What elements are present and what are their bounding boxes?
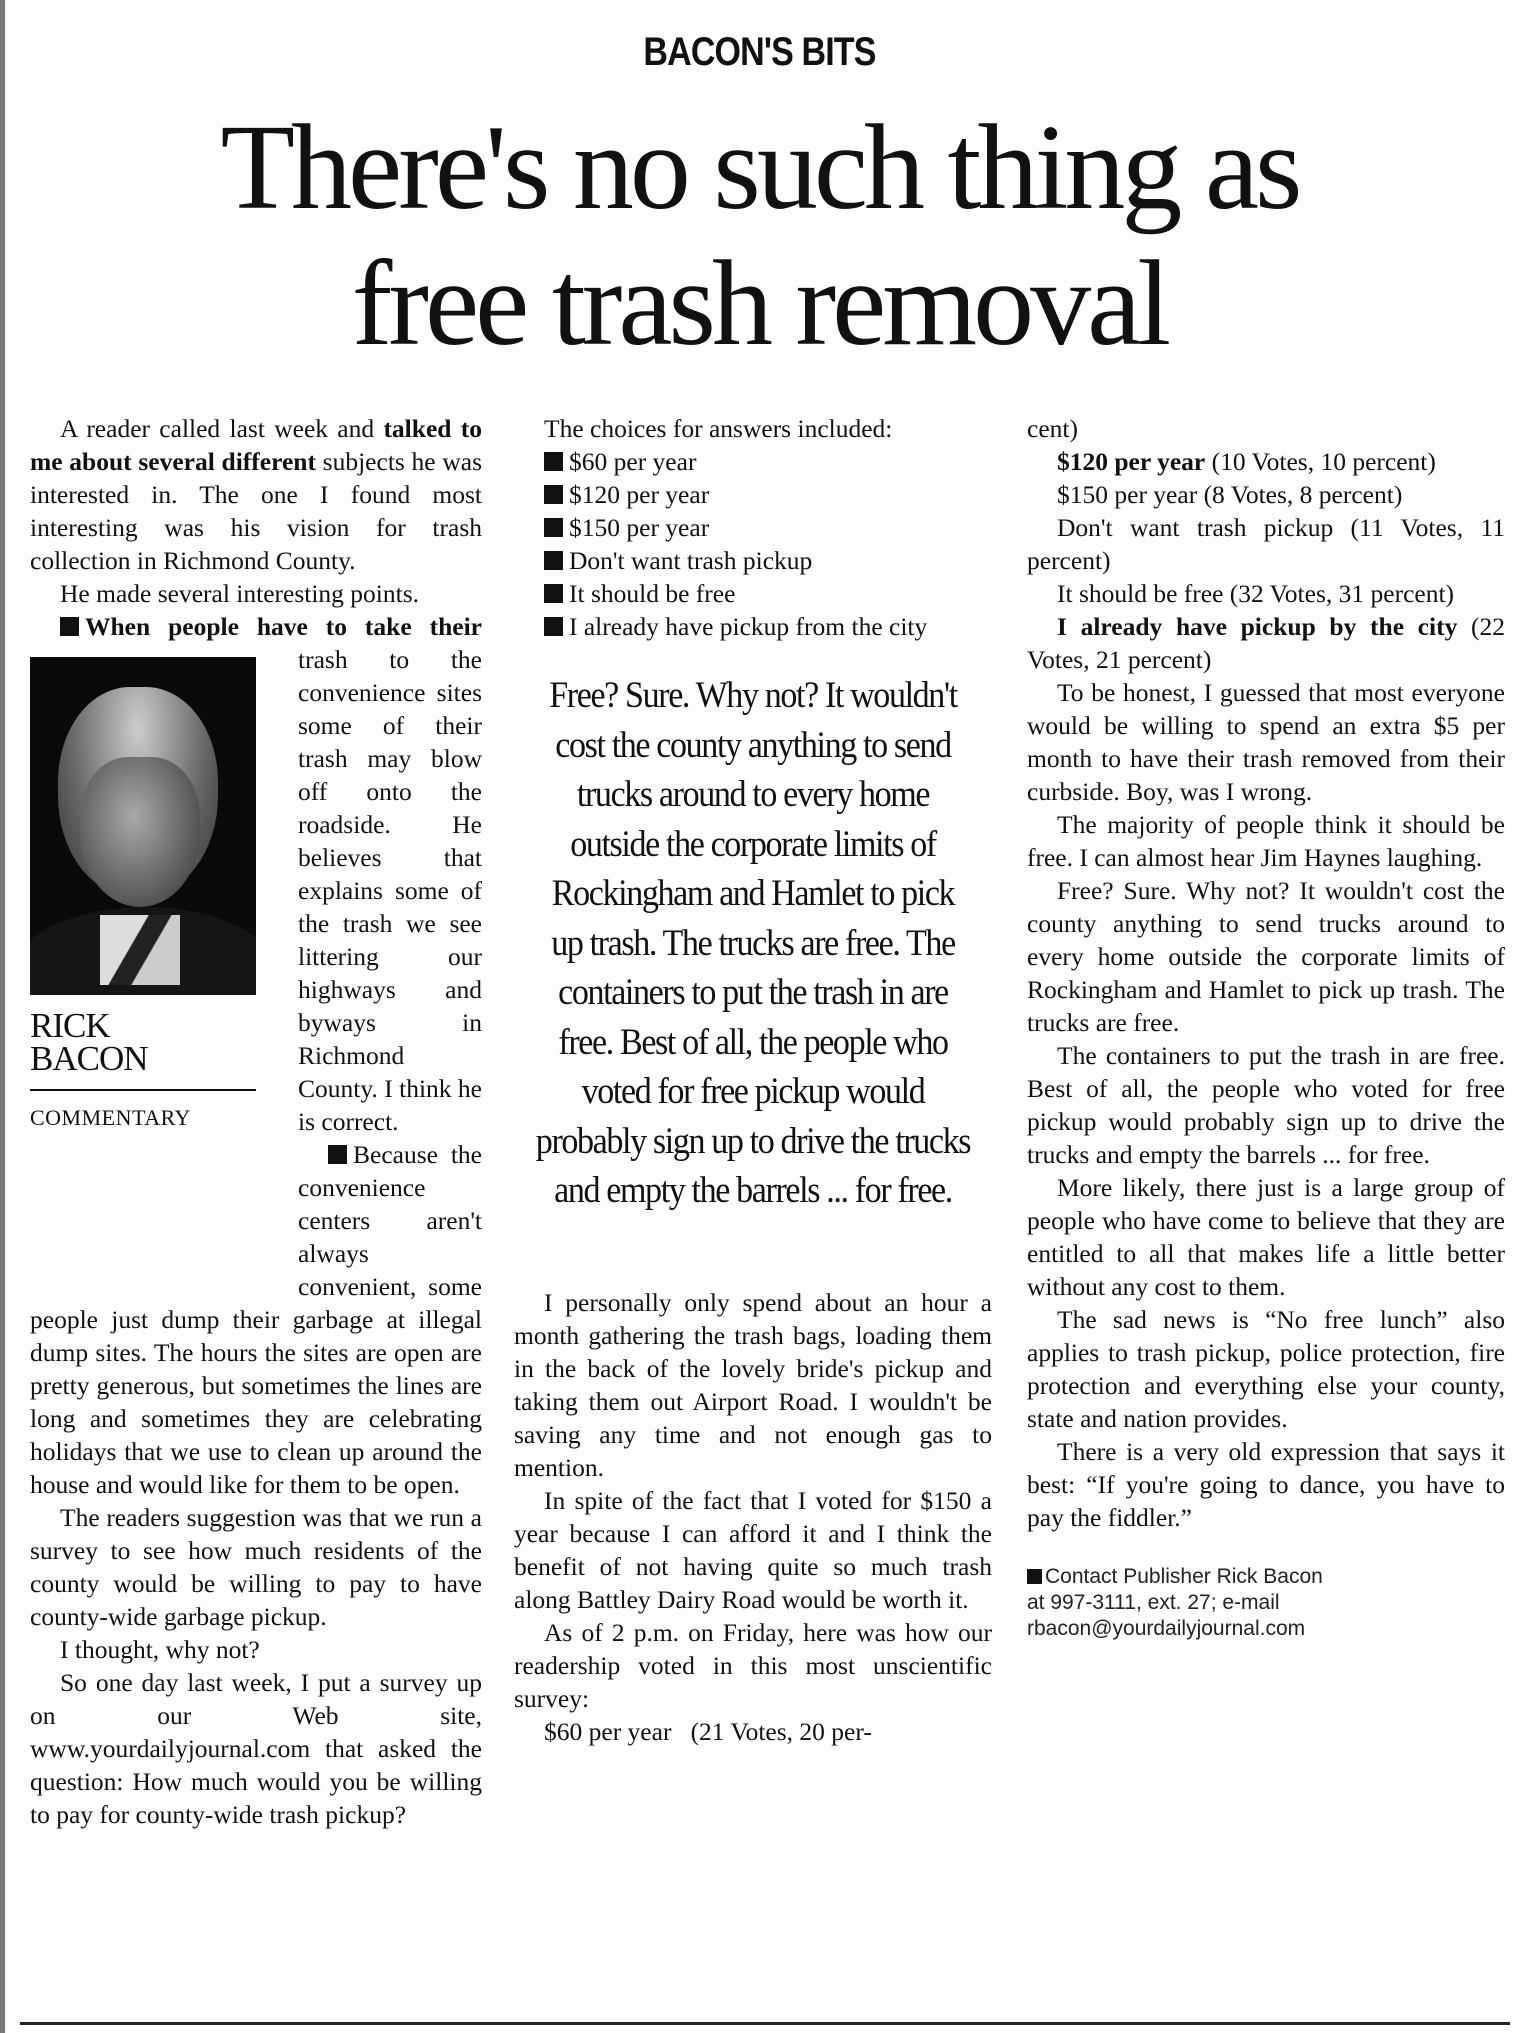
paragraph: The majority of people think it should be free. I can almost hear Jim Haynes laughing. bbox=[1027, 810, 1505, 872]
bold-text: talked to me about several different bbox=[30, 414, 482, 476]
bottom-rule bbox=[20, 2022, 1510, 2025]
bullet-square-icon bbox=[1027, 1569, 1042, 1584]
author-name: RICK BACON bbox=[30, 1006, 148, 1078]
headline-line-2: free trash removal bbox=[351, 236, 1168, 371]
column-1 bbox=[30, 412, 482, 1831]
paragraph: To be honest, I guessed that most everyone would be willing to spend an extra $5 per month to have their trash removed from their curbside. Boy, was I wrong. bbox=[1027, 678, 1505, 806]
survey-result: It should be free (32 Votes, 31 percent) bbox=[1057, 579, 1455, 608]
list-item: $120 per year bbox=[544, 478, 992, 511]
column-2 bbox=[514, 412, 992, 1748]
list-item: Don't want trash pickup bbox=[544, 544, 992, 577]
bullet-square-icon bbox=[544, 551, 563, 570]
paragraph: trash to the convenience sites some of their trash may blow off onto the roadside. He believes that explains some of the trash we see littering our highways and byways in Richmond County. I think he is correct. bbox=[298, 645, 482, 1136]
paragraph: He made several interesting points. bbox=[60, 579, 420, 608]
contact-info: Contact Publisher Rick Bacon at 997-3111, ext. 27; e-mail rbacon@yourdailyjournal.com bbox=[1027, 1565, 1323, 1640]
paragraph: More likely, there just is a large group of people who have come to believe that they are entitled to all that makes life a little better without any cost to them. bbox=[1027, 1173, 1505, 1301]
pull-quote: Free? Sure. Why not? It wouldn't cost the county anything to send trucks around to every home outside the corporate limits of Rockingham and Hamlet to pick up trash. The trucks are free. The containers to put the trash in are free. Best of all, the people who voted for free pickup would probably sign up to drive the trucks and empty the barrels ... for free. bbox=[535, 675, 971, 1211]
survey-choices bbox=[514, 445, 992, 643]
paragraph: I thought, why not? bbox=[60, 1635, 260, 1664]
bullet-square-icon bbox=[544, 617, 563, 636]
survey-result: I already have pickup by the city (22 Votes, 21 percent) bbox=[1027, 612, 1505, 674]
section-label: COMMENTARY bbox=[30, 1105, 191, 1130]
list-item: It should be free bbox=[544, 577, 992, 610]
text: Because the convenience centers aren't always convenient, some people just dump their garbage at illegal dump sites. The hours the sites are open are pretty generous, but sometimes the lines are long and sometimes they are celebrating holidays that we use to clean up around the house and would like for them to be open. bbox=[30, 1140, 482, 1499]
survey-result: cent) bbox=[1027, 414, 1078, 443]
list-item: $150 per year bbox=[544, 511, 992, 544]
headline bbox=[0, 100, 1519, 372]
column-kicker: BACON'S BITS bbox=[643, 30, 876, 74]
divider bbox=[30, 1089, 256, 1091]
paragraph: I personally only spend about an hour a month gathering the trash bags, loading them in the back of the lovely bride's pickup and taking them out Airport Road. I wouldn't be saving any time and not enough gas to mention. bbox=[514, 1287, 992, 1482]
author-mugshot-block bbox=[30, 657, 278, 1277]
text: subjects he was interested in. The one I found most interesting was his vision for trash collection in Richmond County. bbox=[30, 447, 482, 575]
author-photo bbox=[30, 657, 256, 995]
paragraph: Free? Sure. Why not? It wouldn't cost the county anything to send trucks around to every home outside the corporate limits of Rockingham and Hamlet to pick up trash. The trucks are free. bbox=[1027, 876, 1505, 1037]
paragraph: As of 2 p.m. on Friday, here was how our readership voted in this most unscientific survey: bbox=[514, 1617, 992, 1713]
column-3 bbox=[1027, 412, 1505, 1642]
bullet-square-icon bbox=[328, 1145, 347, 1164]
email-address: rbacon@yourdailyjournal.com bbox=[1027, 1617, 1306, 1640]
paragraph: The choices for answers included: bbox=[544, 414, 893, 443]
text: A reader called last week and bbox=[60, 414, 384, 443]
paragraph bbox=[30, 412, 482, 577]
survey-result: $120 per year (10 Votes, 10 percent) bbox=[1057, 447, 1436, 476]
list-item: $60 per year bbox=[544, 445, 992, 478]
bullet-square-icon bbox=[544, 518, 563, 537]
bullet-square-icon bbox=[544, 485, 563, 504]
paragraph: In spite of the fact that I voted for $150 a year because I can afford it and I think the benefit of not having quite so much trash along Battley Dairy Road would be worth it. bbox=[514, 1485, 992, 1614]
paragraph: The containers to put the trash in are free. Best of all, the people who voted for free pickup would probably sign up to drive the trucks and empty the barrels ... for free. bbox=[1027, 1041, 1505, 1169]
list-item: I already have pickup from the city bbox=[514, 610, 992, 643]
paragraph: The readers suggestion was that we run a survey to see how much residents of the county would be willing to pay to have county-wide garbage pickup. bbox=[30, 1503, 482, 1631]
paragraph: The sad news is “No free lunch” also applies to trash pickup, police protection, fire protection and everything else your county, state and nation provides. bbox=[1027, 1305, 1505, 1433]
paragraph bbox=[30, 610, 482, 643]
headline-line-1: There's no such thing as bbox=[220, 100, 1299, 235]
paragraph: So one day last week, I put a survey up on our Web site, www.yourdailyjournal.com that asked the question: How much would you be willing to pay for county-wide trash pickup? bbox=[30, 1668, 482, 1829]
bullet-square-icon bbox=[544, 584, 563, 603]
bullet-square-icon bbox=[544, 452, 563, 471]
survey-result: Don't want trash pickup (11 Votes, 11 percent) bbox=[1027, 513, 1505, 575]
paragraph: There is a very old expression that says it best: “If you're going to dance, you have to pay the fiddler.” bbox=[1027, 1437, 1505, 1532]
bold-text: When people have to take their bbox=[85, 612, 482, 641]
bullet-square-icon bbox=[60, 617, 79, 636]
survey-result: $60 per year (21 Votes, 20 per- bbox=[544, 1716, 872, 1746]
survey-result: $150 per year (8 Votes, 8 percent) bbox=[1057, 480, 1403, 509]
